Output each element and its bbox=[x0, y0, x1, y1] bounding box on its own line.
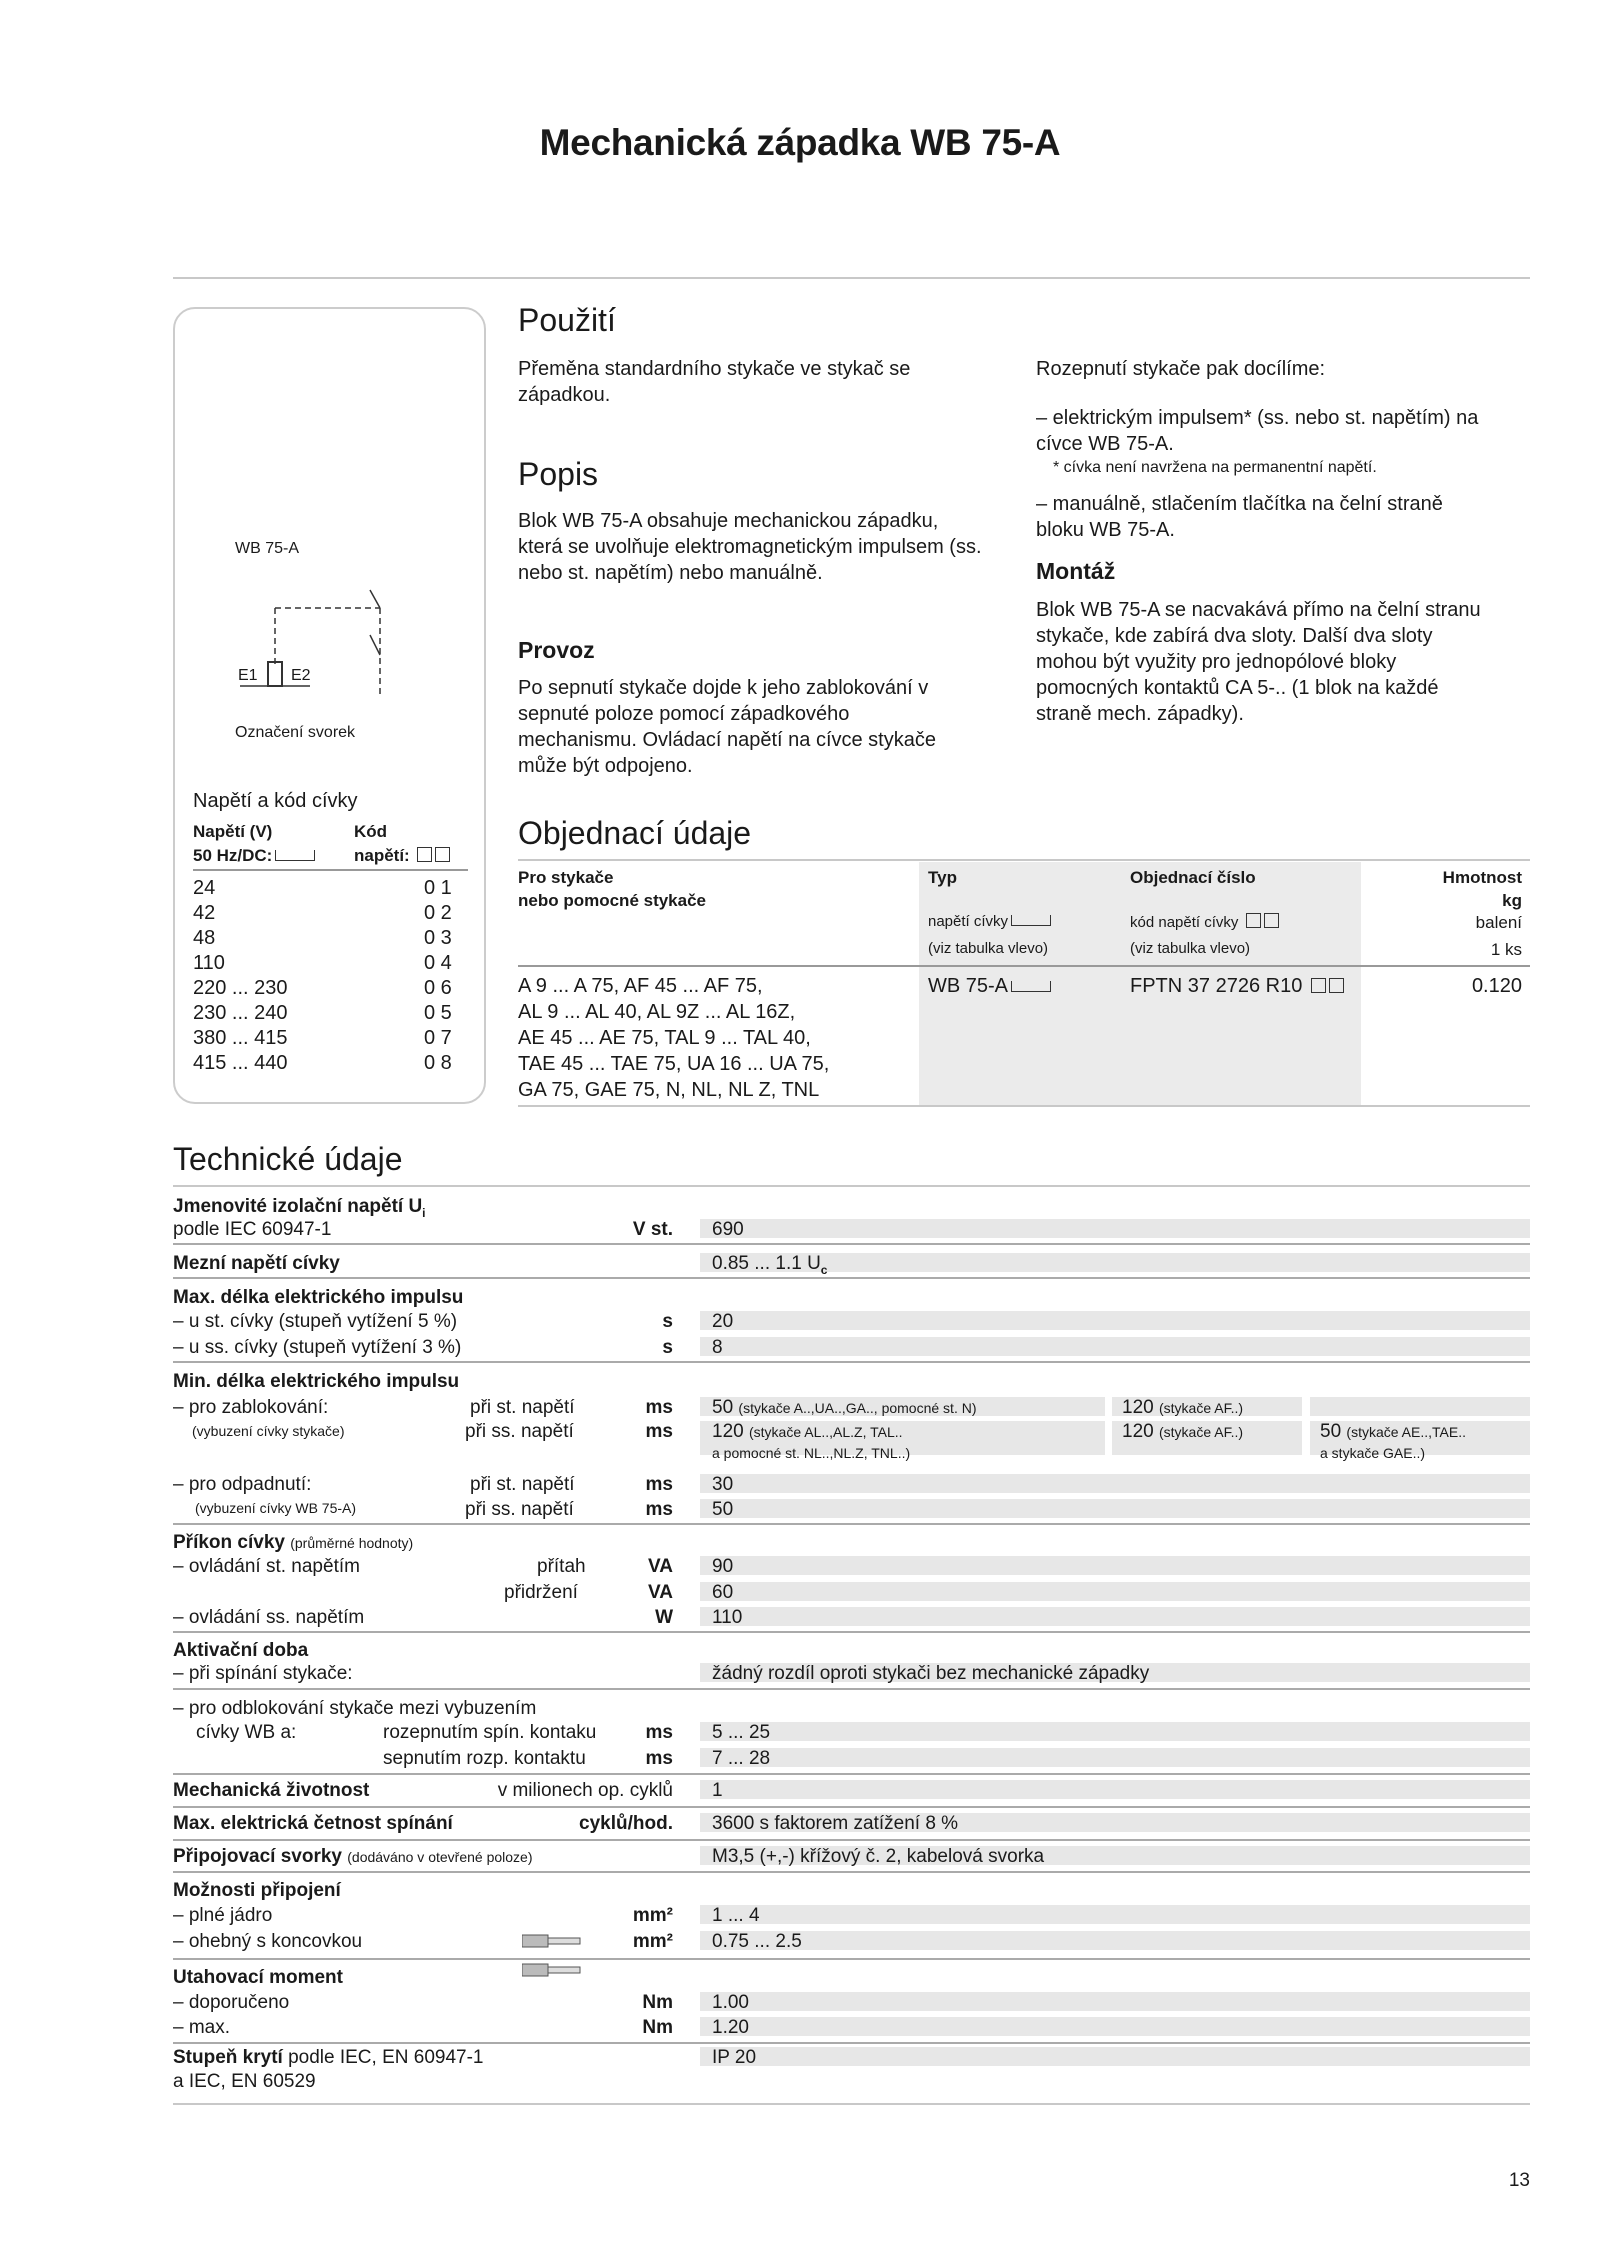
lock-note: (vybuzení cívky stykače) bbox=[192, 1423, 345, 1439]
description-heading: Popis bbox=[518, 456, 599, 492]
ordering-heading: Objednací údaje bbox=[518, 815, 752, 851]
insulation-unit: V st. bbox=[632, 1219, 673, 1240]
coil-row: 110 0 4 bbox=[193, 952, 452, 974]
coil-heading: Napětí a kód cívky bbox=[193, 790, 358, 812]
power-hold-value: 60 bbox=[712, 1582, 734, 1603]
ferrule-icon bbox=[522, 1933, 582, 1949]
connection-flex-value: 0.75 ... 2.5 bbox=[712, 1931, 802, 1952]
activation-close-contact: sepnutím rozp. kontaktu bbox=[383, 1748, 586, 1769]
mounting-text: Blok WB 75-A se nacvakává přímo na čelní stranu stykače, kde zabírá dva sloty. Další dva sloty mohou být využity pro jednopólové bloky pomocných kontaktů CA 5-.. (1 blok na každé straně mech. západky). bbox=[1036, 599, 1481, 725]
lock-dc-note-3b: a stykače GAE..) bbox=[1320, 1445, 1426, 1461]
drop-ac-unit: ms bbox=[645, 1474, 673, 1495]
coil-row: 42 0 2 bbox=[193, 902, 452, 924]
diagram-label: WB 75-A bbox=[235, 540, 300, 557]
technical-top-rule bbox=[173, 1185, 1530, 1187]
torque-max-value: 1.20 bbox=[712, 2017, 749, 2038]
order-col4-s1: balení bbox=[1475, 913, 1522, 932]
order-col3-s1: kód napětí cívky bbox=[1130, 913, 1279, 931]
ip-label-2: a IEC, EN 60529 bbox=[173, 2071, 316, 2092]
lock-dc-value-1: 120 (stykače AL..,AL.Z, TAL.. bbox=[712, 1421, 903, 1442]
description-text: Blok WB 75-A obsahuje mechanickou západku, která se uvolňuje elektromagnetickým impulsem (ss. nebo st. napětím) nebo manuálně. bbox=[518, 510, 982, 584]
activation-label: Aktivační doba bbox=[173, 1640, 309, 1661]
connection-flex-unit: mm² bbox=[632, 1931, 673, 1952]
row-divider bbox=[173, 1839, 1530, 1841]
max-pulse-label: Max. délka elektrického impulsu bbox=[173, 1287, 464, 1308]
activation-close-value: žádný rozdíl oproti stykači bez mechanické západky bbox=[712, 1663, 1150, 1684]
order-col4-s2: 1 ks bbox=[1490, 940, 1522, 959]
value-band bbox=[700, 1722, 1530, 1741]
value-band bbox=[700, 1748, 1530, 1767]
value-band bbox=[700, 2017, 1530, 2036]
row-divider bbox=[173, 1871, 1530, 1873]
activation-open-value: 5 ... 25 bbox=[712, 1722, 771, 1743]
power-hold-unit: VA bbox=[648, 1582, 673, 1603]
row-divider bbox=[173, 1958, 1530, 1960]
order-contactors: A 9 ... A 75, AF 45 ... AF 75, AL 9 ... AL 40, AL 9Z ... AL 16Z, AE 45 ... AE 75, TAL 9 ... TAL 40, TAE 45 ... TAE 75, UA 16 ... UA 75, GA 75, GAE 75, N, NL, NL Z, TNL bbox=[518, 975, 830, 1101]
lock-dc-value-2: 120 (stykače AF..) bbox=[1122, 1421, 1244, 1442]
order-number: FPTN 37 2726 R10 bbox=[1130, 973, 1344, 999]
ip-value: IP 20 bbox=[712, 2047, 757, 2068]
drop-note: (vybuzení cívky WB 75-A) bbox=[195, 1500, 357, 1516]
power-pull-label: přítah bbox=[537, 1556, 586, 1577]
value-band bbox=[700, 1780, 1530, 1799]
release-footnote: * cívka není navržena na permanentní napětí. bbox=[1053, 459, 1377, 476]
max-pulse-dc-value: 8 bbox=[712, 1337, 723, 1358]
coil-row: 415 ... 440 0 8 bbox=[193, 1052, 452, 1074]
ip-label: Stupeň krytí podle IEC, EN 60947-1 bbox=[173, 2047, 484, 2068]
connection-solid-label: – plné jádro bbox=[173, 1905, 273, 1926]
value-band bbox=[700, 1582, 1530, 1601]
power-dc-unit: W bbox=[655, 1607, 673, 1628]
row-divider bbox=[173, 1773, 1530, 1775]
order-col3-h: Objednací číslo bbox=[1130, 868, 1256, 887]
insulation-value: 690 bbox=[712, 1219, 744, 1240]
drop-dc-value: 50 bbox=[712, 1499, 734, 1520]
order-col2-s2: (viz tabulka vlevo) bbox=[928, 940, 1049, 957]
terminals-value: M3,5 (+,-) křížový č. 2, kabelová svorka bbox=[712, 1846, 1045, 1867]
max-pulse-ac: – u st. cívky (stupeň vytížení 5 %) bbox=[173, 1311, 458, 1332]
terminals-label: Připojovací svorky (dodáváno v otevřené poloze) bbox=[173, 1846, 533, 1867]
coil-row: 230 ... 240 0 5 bbox=[193, 1002, 452, 1024]
release-item-1: – elektrickým impulsem* (ss. nebo st. napětím) na cívce WB 75-A. bbox=[1036, 407, 1479, 455]
mech-life-value: 1 bbox=[712, 1780, 723, 1801]
mech-life-unit: v milionech op. cyklů bbox=[497, 1780, 673, 1801]
coil-table-divider bbox=[193, 869, 468, 871]
torque-rec-label: – doporučeno bbox=[173, 1992, 290, 2013]
row-divider bbox=[173, 1277, 1530, 1279]
min-pulse-label: Min. délka elektrického impulsu bbox=[173, 1371, 460, 1392]
ordering-header-rule bbox=[518, 965, 1530, 967]
ordering-bottom-rule bbox=[518, 1105, 1530, 1107]
lock-dc-unit: ms bbox=[645, 1421, 673, 1442]
lock-at-ac: při st. napětí bbox=[470, 1397, 575, 1418]
activation-close-label: – při spínání stykače: bbox=[173, 1663, 353, 1684]
coil-row: 24 0 1 bbox=[193, 877, 452, 899]
max-pulse-dc-unit: s bbox=[662, 1337, 673, 1358]
col-voltage-1: Napětí (V) bbox=[193, 822, 273, 841]
lock-label: – pro zablokování: bbox=[173, 1397, 329, 1418]
row-divider bbox=[173, 1806, 1530, 1808]
row-divider bbox=[173, 2042, 1530, 2044]
page-number: 13 bbox=[1508, 2170, 1530, 2191]
power-pull-value: 90 bbox=[712, 1556, 734, 1577]
torque-max-label: – max. bbox=[173, 2017, 231, 2038]
terminal-e1: E1 bbox=[238, 667, 258, 684]
release-intro: Rozepnutí stykače pak docílíme: bbox=[1036, 358, 1326, 380]
order-col4-h2: kg bbox=[1502, 891, 1522, 910]
torque-rec-value: 1.00 bbox=[712, 1992, 749, 2013]
activation-open-contact: rozepnutím spín. kontaku bbox=[383, 1722, 597, 1743]
value-band bbox=[700, 1499, 1530, 1518]
power-hold-label: přidržení bbox=[504, 1582, 578, 1603]
power-label: Příkon cívky (průměrné hodnoty) bbox=[173, 1532, 414, 1553]
activation-release-1: – pro odblokování stykače mezi vybuzením bbox=[173, 1698, 537, 1719]
value-band bbox=[700, 1992, 1530, 2011]
value-band bbox=[700, 1311, 1530, 1330]
connection-solid-value: 1 ... 4 bbox=[712, 1905, 760, 1926]
insulation-label: Jmenovité izolační napětí $U_i$ bbox=[173, 1196, 426, 1220]
torque-max-unit: Nm bbox=[642, 2017, 673, 2038]
max-pulse-ac-unit: s bbox=[662, 1311, 673, 1332]
technical-heading: Technické údaje bbox=[173, 1141, 403, 1177]
mech-life-label: Mechanická životnost bbox=[173, 1780, 370, 1801]
row-divider bbox=[173, 1243, 1530, 1245]
value-band bbox=[700, 1219, 1530, 1238]
usage-text: Přeměna standardního stykače ve stykač se západkou. bbox=[518, 358, 911, 406]
drop-dc-unit: ms bbox=[645, 1499, 673, 1520]
col-voltage-2: 50 Hz/DC: bbox=[193, 846, 315, 866]
connection-flex-label: – ohebný s koncovkou bbox=[173, 1931, 363, 1952]
value-band bbox=[700, 1905, 1530, 1924]
col-code-2: napětí: bbox=[354, 846, 450, 866]
order-col4-h1: Hmotnost bbox=[1442, 868, 1522, 887]
drop-at-dc: při ss. napětí bbox=[465, 1499, 574, 1520]
value-band bbox=[700, 1474, 1530, 1493]
value-band bbox=[700, 1607, 1530, 1626]
drop-ac-value: 30 bbox=[712, 1474, 734, 1495]
order-weight: 0.120 bbox=[1471, 975, 1522, 997]
power-dc-value: 110 bbox=[712, 1607, 743, 1628]
row-divider bbox=[173, 1631, 1530, 1633]
order-col1-h2: nebo pomocné stykače bbox=[518, 891, 707, 910]
page-title: Mechanická západka WB 75-A bbox=[539, 122, 1061, 163]
release-item-2: – manuálně, stlačením tlačítka na čelní straně bloku WB 75-A. bbox=[1036, 493, 1443, 541]
connection-label: Možnosti připojení bbox=[173, 1880, 341, 1901]
order-col3-s2: (viz tabulka vlevo) bbox=[1130, 940, 1251, 957]
lock-dc-value-3: 50 (stykače AE..,TAE.. bbox=[1320, 1421, 1466, 1442]
ferrule-icon bbox=[522, 1962, 582, 1978]
activation-close-contact-value: 7 ... 28 bbox=[712, 1748, 771, 1769]
col-code-1: Kód bbox=[354, 822, 388, 841]
row-divider bbox=[173, 1361, 1530, 1363]
connection-solid-unit: mm² bbox=[632, 1905, 673, 1926]
coil-row: 48 0 3 bbox=[193, 927, 452, 949]
max-freq-value: 3600 s faktorem zatížení 8 % bbox=[712, 1813, 959, 1834]
order-type: WB 75-A bbox=[928, 973, 1051, 999]
value-band bbox=[700, 1556, 1530, 1575]
value-band bbox=[700, 1931, 1530, 1950]
lock-ac-value-1: 50 (stykače A..,UA..,GA.., pomocné st. N) bbox=[712, 1397, 977, 1418]
order-col2-s1: napětí cívky bbox=[928, 913, 1051, 930]
activation-release-2: cívky WB a: bbox=[196, 1722, 297, 1743]
lock-ac-unit: ms bbox=[645, 1397, 673, 1418]
activation-open-unit: ms bbox=[645, 1722, 673, 1743]
row-divider bbox=[173, 1688, 1530, 1690]
power-ac-label: – ovládání st. napětím bbox=[173, 1556, 360, 1577]
lock-at-dc: při ss. napětí bbox=[465, 1421, 574, 1442]
power-pull-unit: VA bbox=[648, 1556, 673, 1577]
torque-label: Utahovací moment bbox=[173, 1967, 343, 1988]
torque-rec-unit: Nm bbox=[642, 1992, 673, 2013]
max-freq-label: Max. elektrická četnost spínání bbox=[173, 1813, 453, 1834]
value-band bbox=[700, 1337, 1530, 1356]
insulation-standard: podle IEC 60947-1 bbox=[173, 1219, 332, 1240]
operation-heading: Provoz bbox=[518, 637, 595, 663]
value-band bbox=[1310, 1397, 1530, 1416]
usage-heading: Použití bbox=[518, 302, 616, 338]
drop-label: – pro odpadnutí: bbox=[173, 1474, 312, 1495]
max-pulse-dc: – u ss. cívky (stupeň vytížení 3 %) bbox=[173, 1337, 462, 1358]
activation-close-unit: ms bbox=[645, 1748, 673, 1769]
coil-row: 220 ... 230 0 6 bbox=[193, 977, 452, 999]
coil-row: 380 ... 415 0 7 bbox=[193, 1027, 452, 1049]
power-dc-label: – ovládání ss. napětím bbox=[173, 1607, 365, 1628]
mounting-heading: Montáž bbox=[1036, 558, 1116, 584]
operation-text: Po sepnutí stykače dojde k jeho zablokování v sepnuté poloze pomocí západkového mechanismu. Ovládací napětí na cívce stykače může být odpojeno. bbox=[518, 677, 936, 777]
max-pulse-ac-value: 20 bbox=[712, 1311, 734, 1332]
order-col1-h1: Pro stykače bbox=[518, 868, 614, 887]
terminal-caption: Označení svorek bbox=[235, 724, 356, 741]
terminal-e2: E2 bbox=[291, 667, 311, 684]
ordering-top-rule bbox=[518, 859, 1530, 861]
lock-ac-value-2: 120 (stykače AF..) bbox=[1122, 1397, 1244, 1418]
technical-bottom-rule bbox=[173, 2103, 1530, 2105]
coil-limit-value: 0.85 ... 1.1 $U_c$ bbox=[712, 1253, 828, 1277]
top-divider bbox=[173, 277, 1530, 279]
order-col2-h: Typ bbox=[928, 868, 957, 887]
row-divider bbox=[173, 1523, 1530, 1525]
max-freq-unit: cyklů/hod. bbox=[579, 1813, 673, 1834]
drop-at-ac: při st. napětí bbox=[470, 1474, 575, 1495]
value-band bbox=[700, 2047, 1530, 2066]
coil-limit-label: Mezní napětí cívky bbox=[173, 1253, 340, 1274]
lock-dc-note-1b: a pomocné st. NL..,NL.Z, TNL..) bbox=[712, 1445, 911, 1461]
